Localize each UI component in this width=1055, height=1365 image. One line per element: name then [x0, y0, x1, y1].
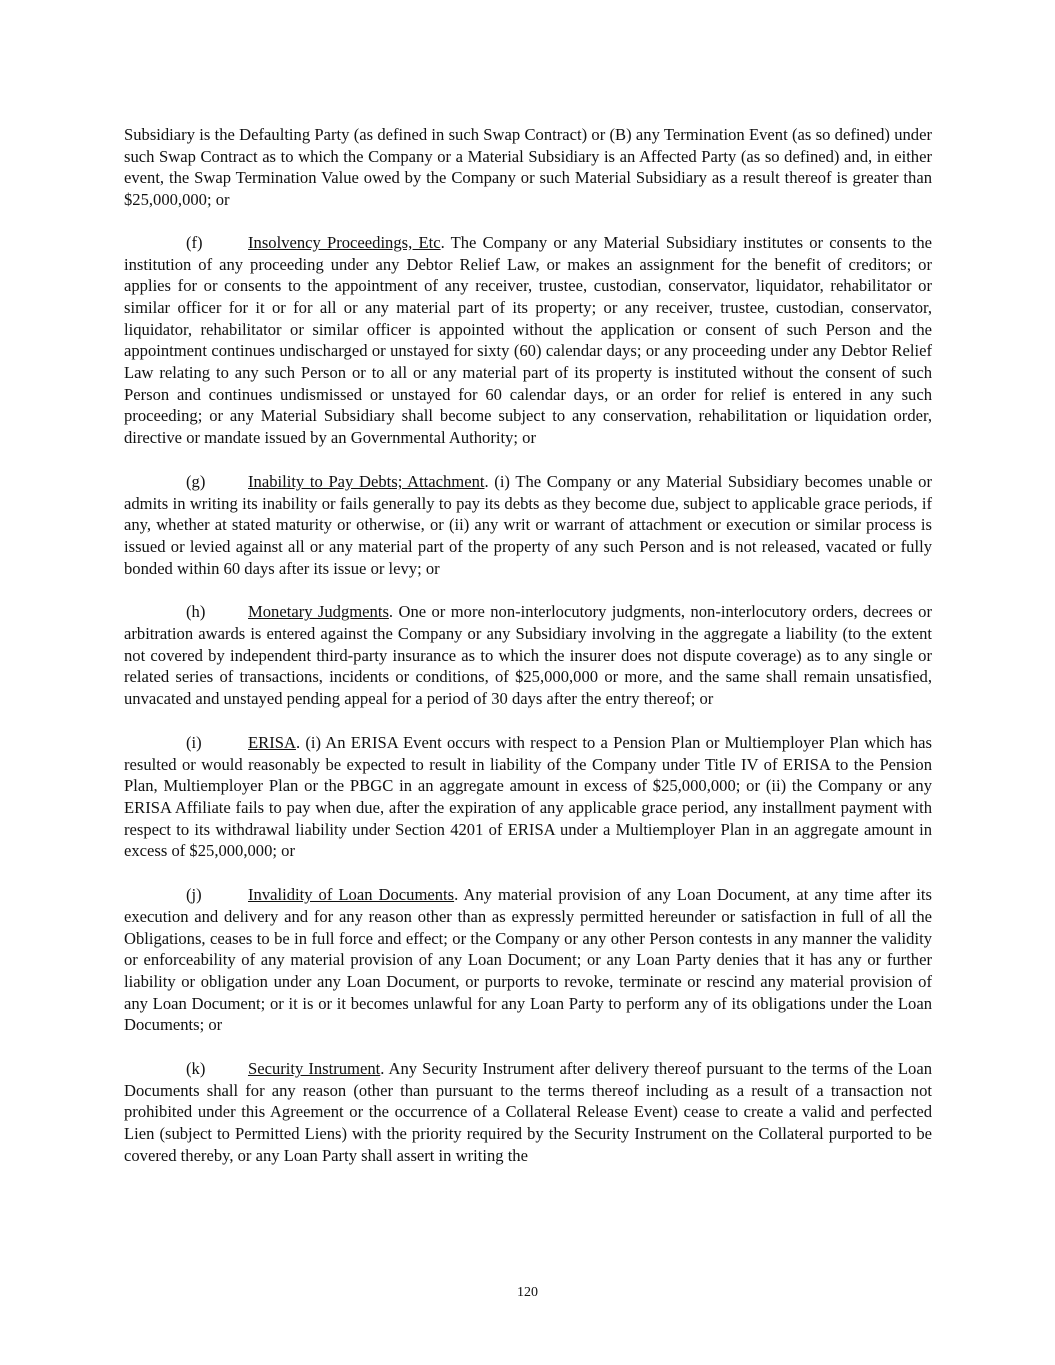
section-heading: Security Instrument	[248, 1059, 381, 1079]
section-body: . (i) The Company or any Material Subsidiary becomes unable or admits in writing its inability or fails generally to pay its debts as they become due, subject to applicable grace periods, if any, whether at stated maturity or otherwise, or (ii) any writ or warrant of attachment or execution or similar process is issued or levied against all or any material part of the property of any such Person and is not released, vacated or fully bonded within 60 days after its issue or levy; or	[124, 471, 932, 578]
section-heading: Monetary Judgments	[248, 602, 389, 622]
section-number: (k)	[186, 1059, 206, 1079]
section-heading: Insolvency Proceedings, Etc	[248, 232, 441, 252]
section-number: (h)	[186, 602, 206, 622]
section-number: (j)	[186, 885, 202, 905]
section-heading: Inability to Pay Debts; Attachment	[248, 471, 485, 491]
section-k	[124, 1058, 932, 1167]
section-body: . Any material provision of any Loan Document, at any time after its execution and delivery and for any reason other than as expressly permitted hereunder or satisfaction in full of all the Obligations, ceases to be in full force and effect; or the Company or any other Person contests in any manner the validity or enforceability of any material provision of any Loan Document; or any Loan Party denies that it has any or further liability or obligation under any Loan Document, or purports to revoke, terminate or rescind any material provision of any Loan Document; or it is or it becomes unlawful for any Loan Party to perform any of its obligations under the Loan Documents; or	[124, 885, 932, 1035]
section-f	[124, 232, 932, 449]
section-i	[124, 732, 932, 862]
section-h	[124, 601, 932, 710]
page-number: 120	[517, 1285, 538, 1300]
document-page	[124, 124, 932, 1189]
section-body: . The Company or any Material Subsidiary institutes or consents to the institution of any proceeding under any Debtor Relief Law, or makes an assignment for the benefit of creditors; or applies for or consents to the appointment of any receiver, trustee, custodian, conservator, liquidator, rehabilitator or similar officer for it or for all or any material part of its property; or any receiver, trustee, custodian, conservator, liquidator, rehabilitator or similar officer is appointed without the application or consent of such Person and the appointment continues undischarged or unstayed for sixty (60) calendar days; or any proceeding under any Debtor Relief Law relating to any such Person or to all or any material part of its property is instituted without the consent of such Person and continues undismissed or unstayed for 60 calendar days, or an order for relief is entered in any such proceeding; or any Material Subsidiary shall become subject to any conservation, rehabilitation or liquidation order, directive or mandate issued by an Governmental Authority; or	[124, 232, 932, 448]
section-body: . Any Security Instrument after delivery thereof pursuant to the terms of the Loan Documents shall for any reason (other than pursuant to the terms thereof including as a result of a transaction not prohibited under this Agreement or the occurrence of a Collateral Release Event) cease to create a valid and perfected Lien (subject to Permitted Liens) with the priority required by the Security Instrument on the Collateral purported to be covered thereby, or any Loan Party shall assert in writing the	[124, 1059, 933, 1165]
section-g	[124, 471, 932, 580]
section-number: (g)	[186, 471, 206, 491]
section-j	[124, 884, 932, 1036]
section-body: . (i) An ERISA Event occurs with respect to a Pension Plan or Multiemployer Plan which has resulted or would reasonably be expected to result in liability of the Company under Title IV of ERISA to the Pension Plan, Multiemployer Plan or the PBGC in an aggregate amount in excess of $25,000,000; or (ii) the Company or any ERISA Affiliate fails to pay when due, after the expiration of any applicable grace period, any installment payment with respect to its withdrawal liability under Section 4201 of ERISA under a Multiemployer Plan in an aggregate amount in excess of $25,000,000; or	[124, 732, 932, 861]
section-heading: Invalidity of Loan Documents	[248, 885, 455, 905]
section-number: (f)	[186, 232, 203, 252]
intro-paragraph: Subsidiary is the Defaulting Party (as defined in such Swap Contract) or (B) any Termination Event (as so defined) under such Swap Contract as to which the Company or a Material Subsidiary is an Affected Party (as so defined) and, in either event, the Swap Termination Value owed by the Company or such Material Subsidiary as a result thereof is greater than $25,000,000; or	[124, 125, 932, 210]
section-number: (i)	[186, 732, 202, 752]
section-heading: ERISA	[248, 732, 296, 752]
section-body: . One or more non-interlocutory judgments, non-interlocutory orders, decrees or arbitration awards is entered against the Company or any Subsidiary involving in the aggregate a liability (to the extent not covered by independent third-party insurance as to which the insurer does not dispute coverage) as to any single or related series of transactions, incidents or conditions, of $25,000,000 or more, and the same shall remain unsatisfied, unvacated and unstayed pending appeal for a period of 30 days after the entry thereof; or	[124, 602, 932, 709]
